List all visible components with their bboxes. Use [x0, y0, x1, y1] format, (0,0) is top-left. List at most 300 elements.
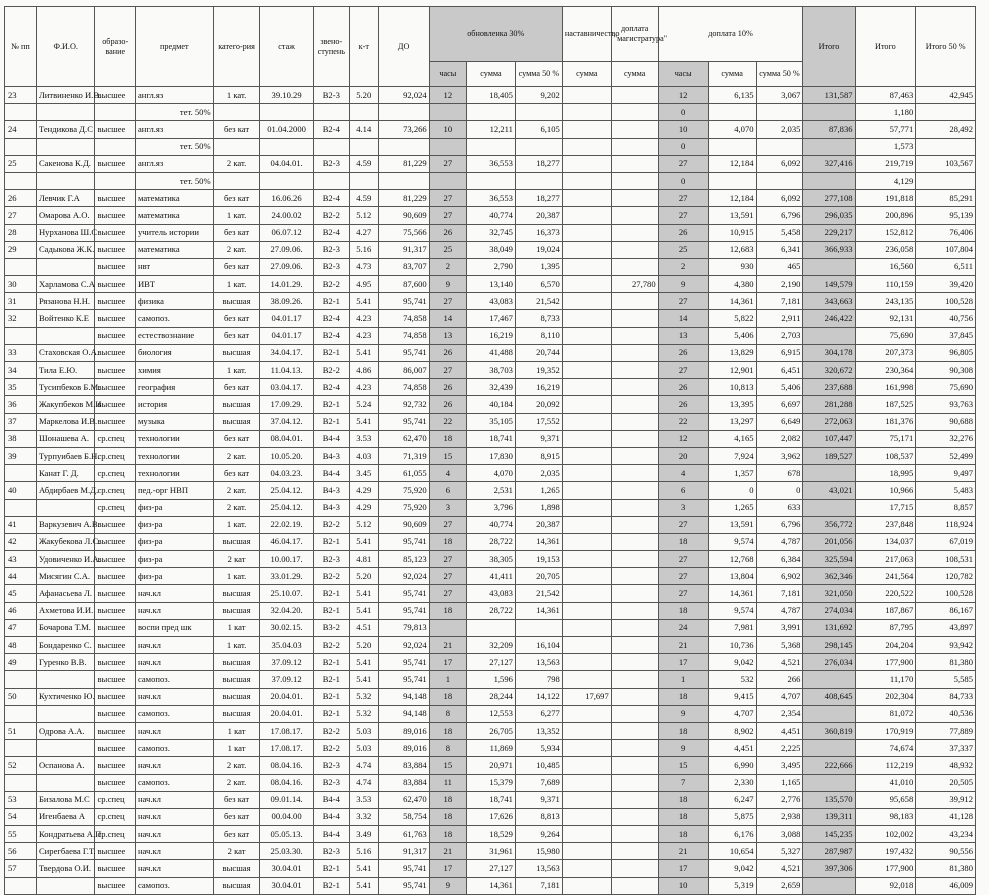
cell-summa: 18,405	[466, 87, 515, 104]
cell-summa50: 798	[515, 671, 562, 688]
cell-fio: Харламова С.А	[36, 276, 95, 293]
cell-d-summa: 14,361	[708, 585, 756, 602]
col-fio: Ф.И.О.	[36, 7, 95, 87]
cell-summa: 43,083	[466, 585, 515, 602]
cell-d-summa50: 2,703	[756, 327, 803, 344]
cell-itogo-50: 108,531	[916, 551, 976, 568]
col-d-summa: сумма	[708, 62, 756, 87]
cell-stazh: 04.01.17	[260, 310, 313, 327]
cell-summa50: 7,181	[515, 877, 562, 894]
cell-d-summa: 10,813	[708, 379, 756, 396]
table-row	[5, 413, 976, 430]
cell-fio	[36, 740, 95, 757]
cell-d-chasy: 17	[658, 654, 708, 671]
cell-fio: Турпуибаев Б.Н.	[36, 447, 95, 464]
cell-do	[378, 172, 429, 189]
cell-summa: 12,211	[466, 121, 515, 138]
cell-summa: 2,790	[466, 258, 515, 275]
cell-d-summa50: 1,165	[756, 774, 803, 791]
cell-stazh: 01.04.2000	[260, 121, 313, 138]
cell-d-chasy: 26	[658, 224, 708, 241]
cell-stazh	[260, 172, 313, 189]
cell-summa50: 16,373	[515, 224, 562, 241]
cell-zveno: В2-1	[313, 860, 349, 877]
cell-fio: Игенбаева А	[36, 808, 95, 825]
cell-itogo-2: 237,848	[855, 516, 916, 533]
cell-no	[5, 499, 37, 516]
cell-summa: 11,869	[466, 740, 515, 757]
cell-summa50: 1,265	[515, 482, 562, 499]
cell-chasy: 22	[429, 413, 466, 430]
cell-zveno: В2-2	[313, 637, 349, 654]
cell-mag	[611, 224, 658, 241]
table-row	[5, 379, 976, 396]
cell-itogo-2: 92,131	[855, 310, 916, 327]
cell-do: 94,148	[378, 688, 429, 705]
cell-category: 2 кат.	[213, 155, 260, 172]
cell-education: высшее	[95, 551, 135, 568]
cell-itogo-1: 287,987	[803, 843, 855, 860]
cell-nast	[562, 104, 611, 121]
table-row	[5, 172, 976, 189]
cell-subject: самопоз.	[135, 671, 213, 688]
cell-education: высшее	[95, 705, 135, 722]
cell-itogo-1	[803, 465, 855, 482]
table-row	[5, 585, 976, 602]
cell-category: 2 кат.	[213, 482, 260, 499]
cell-itogo-2: 197,432	[855, 843, 916, 860]
cell-no: 44	[5, 568, 37, 585]
cell-itogo-2: 202,304	[855, 688, 916, 705]
cell-chasy: 26	[429, 396, 466, 413]
cell-itogo-1: 149,579	[803, 276, 855, 293]
cell-chasy: 27	[429, 293, 466, 310]
cell-education: высшее	[95, 190, 135, 207]
cell-stazh: 03.04.17.	[260, 379, 313, 396]
cell-fio: Ахметова И.И.	[36, 602, 95, 619]
cell-itogo-2: 207,373	[855, 344, 916, 361]
cell-summa	[466, 619, 515, 636]
cell-category: без кат	[213, 224, 260, 241]
cell-itogo-50: 81,380	[916, 860, 976, 877]
cell-no	[5, 705, 37, 722]
cell-stazh: 10.05.20.	[260, 447, 313, 464]
cell-chasy: 27	[429, 551, 466, 568]
cell-nast	[562, 276, 611, 293]
cell-d-summa: 13,829	[708, 344, 756, 361]
cell-subject: нач.кл	[135, 757, 213, 774]
cell-itogo-2: 81,072	[855, 705, 916, 722]
cell-fio: Абдирбаев М.Д.	[36, 482, 95, 499]
cell-subject: самопоз.	[135, 740, 213, 757]
cell-itogo-50: 90,688	[916, 413, 976, 430]
cell-zveno: В2-4	[313, 327, 349, 344]
cell-d-chasy: 3	[658, 499, 708, 516]
cell-d-summa: 532	[708, 671, 756, 688]
table-header	[5, 7, 976, 87]
cell-chasy	[429, 172, 466, 189]
cell-kt: 4.14	[349, 121, 378, 138]
cell-kt: 5.32	[349, 688, 378, 705]
cell-zveno: В2-3	[313, 241, 349, 258]
cell-chasy: 15	[429, 757, 466, 774]
table-row	[5, 826, 976, 843]
cell-d-chasy: 13	[658, 327, 708, 344]
cell-mag	[611, 826, 658, 843]
cell-d-summa: 10,736	[708, 637, 756, 654]
cell-zveno: В4-3	[313, 447, 349, 464]
table-row	[5, 465, 976, 482]
cell-summa50: 13,352	[515, 722, 562, 739]
cell-itogo-50: 46,009	[916, 877, 976, 894]
cell-category: 2 кат	[213, 843, 260, 860]
cell-subject: англ.яз	[135, 87, 213, 104]
cell-zveno: В2-3	[313, 551, 349, 568]
cell-itogo-2: 181,376	[855, 413, 916, 430]
cell-itogo-2: 236,058	[855, 241, 916, 258]
cell-d-summa50: 3,962	[756, 447, 803, 464]
cell-summa50: 6,570	[515, 276, 562, 293]
cell-category: высшая	[213, 396, 260, 413]
cell-chasy: 26	[429, 344, 466, 361]
cell-mag: 27,780	[611, 276, 658, 293]
cell-subject: англ.яз	[135, 155, 213, 172]
cell-category: 2 кат.	[213, 241, 260, 258]
cell-chasy: 18	[429, 808, 466, 825]
cell-subject: химия	[135, 362, 213, 379]
cell-no: 53	[5, 791, 37, 808]
cell-kt: 5.41	[349, 602, 378, 619]
cell-kt	[349, 104, 378, 121]
cell-kt: 5.41	[349, 344, 378, 361]
cell-category: высшая	[213, 413, 260, 430]
cell-d-summa: 0	[708, 482, 756, 499]
cell-d-summa50: 5,327	[756, 843, 803, 860]
cell-mag	[611, 190, 658, 207]
cell-fio: Сакенова К.Д.	[36, 155, 95, 172]
cell-stazh: 34.04.17.	[260, 344, 313, 361]
cell-itogo-2: 241,564	[855, 568, 916, 585]
cell-itogo-2: 11,170	[855, 671, 916, 688]
col-summa: сумма	[466, 62, 515, 87]
cell-d-summa: 9,415	[708, 688, 756, 705]
cell-no: 23	[5, 87, 37, 104]
cell-education: ср.спец	[95, 465, 135, 482]
cell-chasy: 18	[429, 826, 466, 843]
cell-d-chasy: 9	[658, 740, 708, 757]
cell-no	[5, 774, 37, 791]
cell-do: 87,600	[378, 276, 429, 293]
cell-d-summa	[708, 104, 756, 121]
cell-itogo-1: 397,306	[803, 860, 855, 877]
cell-nast	[562, 362, 611, 379]
cell-education: высшее	[95, 293, 135, 310]
cell-zveno: В2-4	[313, 379, 349, 396]
cell-fio: Тендикова Д.С	[36, 121, 95, 138]
cell-d-summa50: 6,915	[756, 344, 803, 361]
table-row	[5, 791, 976, 808]
cell-no: 37	[5, 413, 37, 430]
cell-d-chasy: 7	[658, 774, 708, 791]
cell-d-summa: 2,330	[708, 774, 756, 791]
cell-d-chasy: 27	[658, 551, 708, 568]
cell-do: 92,024	[378, 87, 429, 104]
cell-itogo-50: 40,756	[916, 310, 976, 327]
cell-nast	[562, 791, 611, 808]
cell-mag	[611, 207, 658, 224]
cell-stazh	[260, 138, 313, 155]
cell-mag	[611, 430, 658, 447]
cell-no	[5, 465, 37, 482]
cell-d-summa: 4,165	[708, 430, 756, 447]
cell-itogo-1	[803, 104, 855, 121]
cell-do: 94,148	[378, 705, 429, 722]
cell-mag	[611, 619, 658, 636]
cell-stazh: 08.04.01.	[260, 430, 313, 447]
cell-itogo-50: 42,945	[916, 87, 976, 104]
cell-zveno: В2-1	[313, 671, 349, 688]
cell-d-summa50: 633	[756, 499, 803, 516]
cell-stazh: 27.09.06.	[260, 258, 313, 275]
cell-stazh	[260, 104, 313, 121]
cell-kt: 5.41	[349, 654, 378, 671]
cell-zveno: В4-4	[313, 430, 349, 447]
cell-kt: 5.41	[349, 413, 378, 430]
cell-subject: нач.кл	[135, 843, 213, 860]
cell-do: 74,858	[378, 327, 429, 344]
cell-nast	[562, 379, 611, 396]
cell-subject: физ-ра	[135, 516, 213, 533]
cell-category: без кат	[213, 327, 260, 344]
cell-summa: 16,219	[466, 327, 515, 344]
col-obnovlenka: обновленка 30%	[429, 7, 562, 62]
cell-subject: нач.кл	[135, 602, 213, 619]
cell-itogo-2: 112,219	[855, 757, 916, 774]
cell-no: 47	[5, 619, 37, 636]
cell-nast	[562, 87, 611, 104]
cell-no: 46	[5, 602, 37, 619]
cell-mag	[611, 791, 658, 808]
cell-kt: 3.53	[349, 791, 378, 808]
cell-fio: Литвиненко И.В.	[36, 87, 95, 104]
cell-itogo-50: 86,167	[916, 602, 976, 619]
cell-fio	[36, 104, 95, 121]
cell-itogo-50: 41,128	[916, 808, 976, 825]
cell-d-summa: 6,176	[708, 826, 756, 843]
cell-d-summa50: 6,796	[756, 516, 803, 533]
cell-itogo-50: 90,556	[916, 843, 976, 860]
cell-itogo-50: 5,585	[916, 671, 976, 688]
cell-education: ср.спец	[95, 430, 135, 447]
cell-itogo-2: 87,795	[855, 619, 916, 636]
cell-summa50: 9,371	[515, 430, 562, 447]
cell-stazh: 37.09.12	[260, 654, 313, 671]
cell-d-chasy: 26	[658, 379, 708, 396]
cell-itogo-50: 96,805	[916, 344, 976, 361]
cell-do: 75,920	[378, 482, 429, 499]
cell-fio	[36, 671, 95, 688]
cell-nast	[562, 499, 611, 516]
cell-itogo-2: 110,159	[855, 276, 916, 293]
cell-education: высшее	[95, 310, 135, 327]
cell-itogo-2: 75,171	[855, 430, 916, 447]
cell-d-summa50: 4,707	[756, 688, 803, 705]
cell-summa50: 5,934	[515, 740, 562, 757]
cell-mag	[611, 104, 658, 121]
table-row	[5, 396, 976, 413]
cell-d-summa: 9,574	[708, 602, 756, 619]
cell-fio	[36, 705, 95, 722]
cell-do: 95,741	[378, 533, 429, 550]
col-subject: предмет	[135, 7, 213, 87]
cell-d-summa: 13,395	[708, 396, 756, 413]
table-row	[5, 276, 976, 293]
cell-kt: 4.23	[349, 327, 378, 344]
cell-summa	[466, 104, 515, 121]
cell-summa: 36,553	[466, 190, 515, 207]
cell-education: высшее	[95, 155, 135, 172]
cell-zveno: В2-1	[313, 585, 349, 602]
cell-summa: 18,741	[466, 430, 515, 447]
cell-mag	[611, 516, 658, 533]
cell-summa: 38,305	[466, 551, 515, 568]
table-row	[5, 654, 976, 671]
cell-category: без кат	[213, 791, 260, 808]
cell-itogo-50: 76,406	[916, 224, 976, 241]
cell-nast	[562, 190, 611, 207]
cell-summa: 14,361	[466, 877, 515, 894]
cell-do: 86,007	[378, 362, 429, 379]
cell-d-chasy: 27	[658, 207, 708, 224]
cell-d-chasy: 0	[658, 172, 708, 189]
cell-itogo-1: 139,311	[803, 808, 855, 825]
cell-category: 1 кат	[213, 619, 260, 636]
cell-category: без кат	[213, 310, 260, 327]
cell-no: 50	[5, 688, 37, 705]
cell-itogo-50: 32,276	[916, 430, 976, 447]
cell-itogo-1: 356,772	[803, 516, 855, 533]
cell-education: высшее	[95, 224, 135, 241]
cell-category: высшая	[213, 705, 260, 722]
cell-do: 61,763	[378, 826, 429, 843]
cell-category: без кат	[213, 430, 260, 447]
cell-kt: 4.29	[349, 482, 378, 499]
cell-d-summa50: 6,697	[756, 396, 803, 413]
cell-itogo-50: 37,337	[916, 740, 976, 757]
cell-summa: 27,127	[466, 654, 515, 671]
cell-mag	[611, 551, 658, 568]
cell-itogo-50	[916, 172, 976, 189]
cell-mag	[611, 138, 658, 155]
cell-summa: 1,596	[466, 671, 515, 688]
cell-d-summa50	[756, 104, 803, 121]
cell-d-summa	[708, 138, 756, 155]
cell-do: 91,317	[378, 843, 429, 860]
cell-summa50	[515, 619, 562, 636]
cell-zveno: В2-1	[313, 533, 349, 550]
cell-category: 1 кат	[213, 740, 260, 757]
cell-education: высшее	[95, 327, 135, 344]
cell-itogo-1	[803, 172, 855, 189]
cell-chasy: 18	[429, 722, 466, 739]
cell-itogo-1: 304,178	[803, 344, 855, 361]
cell-d-chasy: 17	[658, 860, 708, 877]
cell-d-chasy: 27	[658, 362, 708, 379]
cell-chasy: 18	[429, 602, 466, 619]
cell-summa50: 21,542	[515, 293, 562, 310]
cell-education: высшее	[95, 843, 135, 860]
table-row	[5, 619, 976, 636]
table-row	[5, 877, 976, 894]
cell-subject: география	[135, 379, 213, 396]
cell-itogo-1	[803, 774, 855, 791]
cell-do: 95,741	[378, 602, 429, 619]
cell-summa: 32,745	[466, 224, 515, 241]
cell-zveno: В4-4	[313, 808, 349, 825]
cell-no	[5, 877, 37, 894]
cell-no: 26	[5, 190, 37, 207]
cell-no: 31	[5, 293, 37, 310]
cell-category: 1 кат.	[213, 362, 260, 379]
cell-kt: 4.74	[349, 757, 378, 774]
cell-subject: тет. 50%	[135, 138, 213, 155]
cell-itogo-1: 343,663	[803, 293, 855, 310]
cell-stazh: 30.04.01	[260, 860, 313, 877]
cell-mag	[611, 344, 658, 361]
cell-kt: 5.03	[349, 722, 378, 739]
cell-fio	[36, 138, 95, 155]
cell-mag	[611, 877, 658, 894]
cell-nast	[562, 533, 611, 550]
cell-mag	[611, 155, 658, 172]
cell-d-chasy: 14	[658, 310, 708, 327]
cell-do: 62,470	[378, 430, 429, 447]
cell-education: ср.спец	[95, 791, 135, 808]
cell-category: без кат	[213, 808, 260, 825]
cell-do: 95,741	[378, 860, 429, 877]
cell-summa: 3,796	[466, 499, 515, 516]
cell-summa50: 19,024	[515, 241, 562, 258]
cell-category: высшая	[213, 602, 260, 619]
cell-zveno: В4-4	[313, 826, 349, 843]
cell-no: 30	[5, 276, 37, 293]
cell-d-summa50	[756, 138, 803, 155]
cell-fio: Оспанова А.	[36, 757, 95, 774]
cell-d-summa: 12,184	[708, 155, 756, 172]
cell-stazh: 00.04.00	[260, 808, 313, 825]
cell-d-summa: 5,875	[708, 808, 756, 825]
cell-subject: музыка	[135, 413, 213, 430]
cell-do: 92,024	[378, 568, 429, 585]
cell-stazh: 27.09.06.	[260, 241, 313, 258]
cell-subject: физика	[135, 293, 213, 310]
cell-summa50: 13,563	[515, 860, 562, 877]
cell-chasy: 14	[429, 310, 466, 327]
cell-fio: Кондратьева А.П.	[36, 826, 95, 843]
cell-d-summa50: 4,521	[756, 860, 803, 877]
cell-summa: 41,411	[466, 568, 515, 585]
cell-no	[5, 104, 37, 121]
cell-summa: 17,467	[466, 310, 515, 327]
cell-itogo-2: 177,900	[855, 860, 916, 877]
cell-no: 32	[5, 310, 37, 327]
cell-no: 41	[5, 516, 37, 533]
cell-d-summa50: 2,659	[756, 877, 803, 894]
col-summa50: сумма 50 %	[515, 62, 562, 87]
cell-do: 85,123	[378, 551, 429, 568]
cell-itogo-50: 81,380	[916, 654, 976, 671]
cell-category: высшая	[213, 688, 260, 705]
